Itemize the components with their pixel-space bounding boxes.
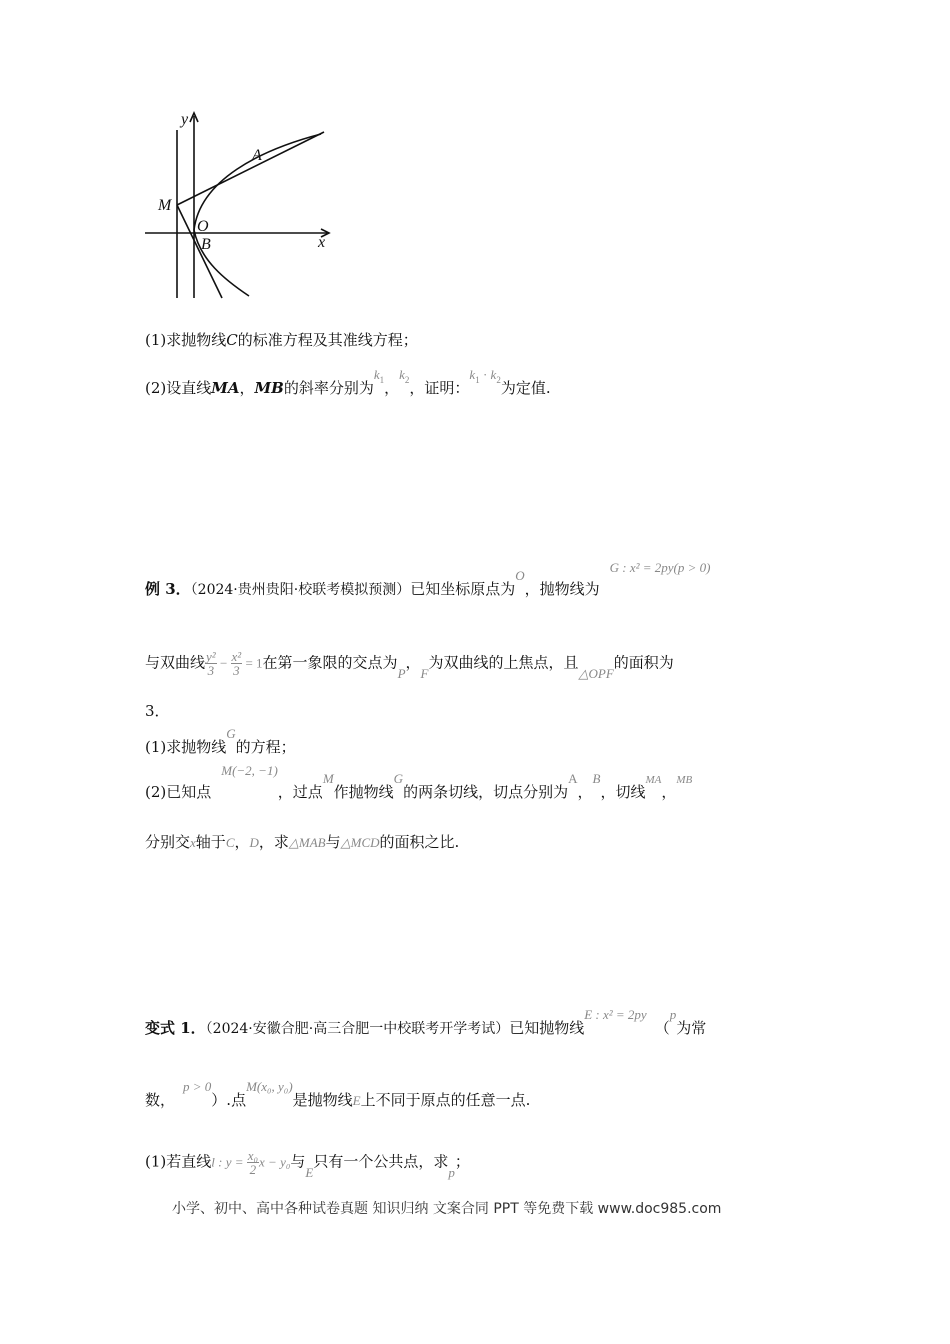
footer-text: 小学、初中、高中各种试卷真题 知识归纳 文案合同 PPT 等免费下载 www.doc985.com: [172, 1201, 722, 1217]
label-y: y: [181, 111, 189, 128]
example3-line3: 3．: [145, 702, 170, 720]
variant1-line1: 变式 1．（2024·安徽合肥·高三合肥一中校联考开学考试）已知抛物线E : x² = 2py（p为常: [145, 1007, 707, 1037]
label-O: O: [197, 218, 209, 235]
parabola-figure: [0, 0, 950, 320]
example3-q2-cont: 分别交x轴于C，D，求△MAB与△MCD的面积之比.: [145, 833, 460, 851]
variant1-label: 变式 1．: [145, 1019, 206, 1037]
tangent-line-MA: [177, 132, 324, 205]
label-M: M: [158, 197, 172, 214]
example3-q2: (2)已知点M(−2, −1)，过点M作抛物线G的两条切线，切点分别为A，B，切线$^{MA}$，$^{MB}$: [145, 763, 693, 801]
example3-line1: 例 3．（2024·贵州贵阳·校联考模拟预测）已知坐标原点为O，抛物线为G : x² = 2py(p > 0): [145, 560, 711, 598]
variant1-q1: (1)若直线l : y = $\frac{\text{x₀}}{2}$ x − y₀与E只有一个公共点，求p；: [145, 1148, 470, 1180]
variant1-line2: 数，p > 0）.点M(x₀, y₀)是抛物线E上不同于原点的任意一点.: [145, 1079, 531, 1109]
label-B: B: [201, 236, 211, 253]
example3-q1: (1)求抛物线G的方程；: [145, 726, 296, 756]
problem2-q2: (2)设直线MA，MB的斜率分别为$k_1$，$k_2$，证明：$k_1 \cdot k_2$为定值.: [145, 367, 551, 397]
problem2-q1: (1)求抛物线C的标准方程及其准线方程；: [145, 331, 418, 349]
example3-label: 例 3．: [145, 580, 191, 598]
label-A: A: [252, 147, 262, 164]
label-x: x: [318, 234, 326, 251]
var-C: C: [226, 331, 238, 349]
example3-line2: 与双曲线 $\frac{\text{y²}}{3}$ − $\frac{\text{x²}}{3}$ = 1在第一象限的交点为P，F为双曲线的上焦点，且△OPF的面积为: [145, 649, 674, 681]
